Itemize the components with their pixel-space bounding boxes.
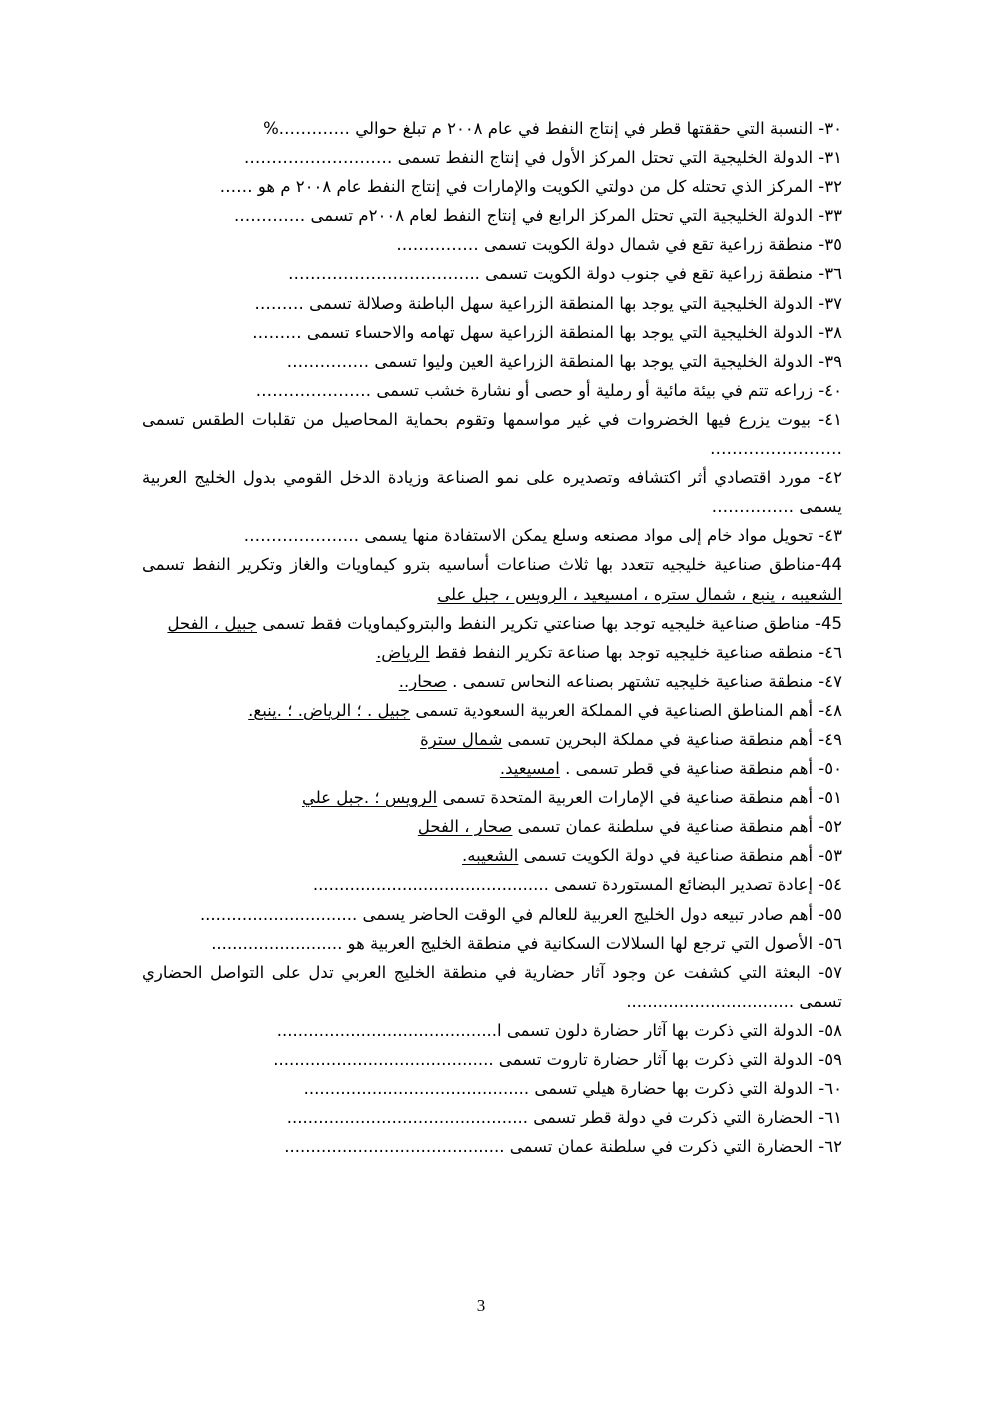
question-text: ٥٠- أهم منطقة صناعية في قطر تسمى . <box>565 759 842 779</box>
question-item <box>142 870 842 899</box>
question-list <box>142 114 842 1161</box>
question-item <box>142 667 842 696</box>
question-item <box>142 812 842 841</box>
question-text: ٥٤- إعادة تصدير البضائع المستوردة تسمى ............................................. <box>312 875 842 895</box>
question-text: ٥٩- الدولة التي ذكرت بها آثار حضارة تاروت تسمى .......................................... <box>273 1050 842 1069</box>
question-text: ٣٣- الدولة الخليجية التي تحتل المركز الرابع في إنتاج النفط لعام ٢٠٠٨م تسمى …………. <box>234 206 842 226</box>
answer-text: جبيل . ؛ الرياض. ؛ .ينبع. <box>248 700 411 720</box>
question-text: ٤٨- أهم المناطق الصناعية في المملكة العربية السعودية تسمى <box>415 700 842 720</box>
question-text: ٤٩- أهم منطقة صناعية في مملكة البحرين تسمى <box>507 729 842 749</box>
question-text: ٣١- الدولة الخليجية التي تحتل المركز الأول في إنتاج النفط تسمى ……………………… <box>243 148 842 168</box>
question-item <box>142 259 842 288</box>
answer-text: جبيل ، الفحل <box>167 613 258 633</box>
question-text: ٣٢- المركز الذي تحتله كل من دولتي الكويت والإمارات في إنتاج النفط عام ٢٠٠٨ م هو …… <box>219 177 842 197</box>
answer-text: صحار.. <box>398 671 447 691</box>
answer-text: الرياض. <box>376 642 430 662</box>
question-item <box>142 405 842 463</box>
answer-text: الرويس ؛ .جبل علي <box>301 788 438 808</box>
question-text: ٣٩- الدولة الخليجية التي يوجد بها المنطقة الزراعية العين وليوا تسمى …………… <box>286 351 842 371</box>
question-text: ٤٢- مورد اقتصادي أثر اكتشافه وتصديره على نمو الصناعة وزيادة الدخل القومي بدول الخليج العربية يسمى …………… <box>142 468 842 517</box>
question-item <box>142 638 842 667</box>
question-text: ٥٢- أهم منطقة صناعية في سلطنة عمان تسمى <box>517 817 842 837</box>
answer-text: الشعيبه ، ينبع ، شمال ستره ، امسيعيد ، الرويس ، جبل على <box>437 584 842 604</box>
question-text: ٣٠- النسبة التي حققتها قطر في إنتاج النفط في عام ٢٠٠٨ م تبلغ حوالي ………….% <box>263 119 842 138</box>
question-text: ٦٠- الدولة التي ذكرت بها حضارة هيلي تسمى ........................................... <box>303 1079 842 1099</box>
page-number: 3 <box>476 1296 486 1315</box>
question-item <box>142 1045 842 1074</box>
question-item <box>142 696 842 725</box>
answer-text: شمال سترة <box>420 729 503 749</box>
question-text: ٥٦- الأصول التي ترجع لها السلالات السكانية في منطقة الخليج العربية هو ......................... <box>211 933 842 953</box>
question-item <box>142 347 842 376</box>
question-text: ٦١- الحضارة التي ذكرت في دولة قطر تسمى .............................................. <box>286 1108 842 1128</box>
question-item <box>142 521 842 550</box>
question-item <box>142 1074 842 1103</box>
question-item <box>142 201 842 230</box>
answer-text: الشعيبه. <box>462 846 519 866</box>
question-text: ٣٨- الدولة الخليجية التي يوجد بها المنطقة الزراعية سهل تهامه والاحساء تسمى ……… <box>252 322 842 342</box>
question-text: ٥٧- البعثة التي كشفت عن وجود آثار حضارية في منطقة الخليج العربي تدل على التواصل الحضاري تسمى ................................ <box>142 962 842 1011</box>
question-item <box>142 114 842 143</box>
question-item <box>142 900 842 929</box>
question-item <box>142 1132 842 1161</box>
question-text: ٤٦- منطقه صناعية خليجيه توجد بها صناعة تكرير النفط فقط <box>434 642 842 662</box>
question-text: ٥٥- أهم صادر تبيعه دول الخليج العربية للعالم في الوقت الحاضر يسمى .............................. <box>199 904 842 924</box>
question-text: ٥١- أهم منطقة صناعية في الإمارات العربية المتحدة تسمى <box>442 788 842 808</box>
answer-text: امسيعيد. <box>499 759 560 779</box>
question-item <box>142 783 842 812</box>
question-item <box>142 841 842 870</box>
question-item <box>142 463 842 521</box>
question-item <box>142 1103 842 1132</box>
question-text: ٦٢- الحضارة التي ذكرت في سلطنة عمان تسمى .......................................... <box>284 1137 842 1157</box>
question-text: ٤٠- زراعه تتم في بيئة مائية أو رملية أو حصى أو نشارة خشب تسمى ………………… <box>255 380 842 400</box>
question-item <box>142 754 842 783</box>
question-text: ٤٣- تحويل مواد خام إلى مواد مصنعه وسلع يمكن الاستفادة منها يسمى ………………… <box>243 526 842 546</box>
question-item <box>142 172 842 201</box>
question-text: ٣٧- الدولة الخليجية التي يوجد بها المنطقة الزراعية سهل الباطنة وصلالة تسمى ……… <box>254 293 842 313</box>
question-item <box>142 550 842 608</box>
question-text: ٥٨- الدولة التي ذكرت بها آثار حضارة دلون تسمى ا.......................................... <box>276 1020 842 1040</box>
question-item <box>142 609 842 638</box>
question-item <box>142 725 842 754</box>
question-text: ٤١- بيوت يزرع فيها الخضروات في غير مواسمها وتقوم بحماية المحاصيل من تقلبات الطقس تسمى …………………… <box>142 409 842 459</box>
question-item <box>142 143 842 172</box>
question-text: ٥٣- أهم منطقة صناعية في دولة الكويت تسمى <box>523 846 842 866</box>
question-text: ٤٧- منطقة صناعية خليجيه تشتهر بصناعه النحاس تسمى . <box>452 671 842 691</box>
question-item <box>142 1016 842 1045</box>
question-item <box>142 929 842 958</box>
question-item <box>142 958 842 1016</box>
question-item <box>142 289 842 318</box>
question-text: 45- مناطق صناعية خليجيه توجد بها صناعتي تكرير النفط والبتروكيماويات فقط تسمى <box>262 613 842 633</box>
question-item <box>142 376 842 405</box>
question-text: ٣٦- منطقة زراعية تقع في جنوب دولة الكويت تسمى ..…………………………… <box>287 264 842 284</box>
question-item <box>142 318 842 347</box>
answer-text: صحار ، الفحل <box>417 817 513 837</box>
question-text: ٣٥- منطقة زراعية تقع في شمال دولة الكويت تسمى …………… <box>396 235 842 255</box>
question-text: 44-مناطق صناعية خليجيه تتعدد بها ثلاث صناعات أساسيه بترو كيماويات والغاز وتكرير النفط تسمى <box>142 555 842 575</box>
question-item <box>142 230 842 259</box>
